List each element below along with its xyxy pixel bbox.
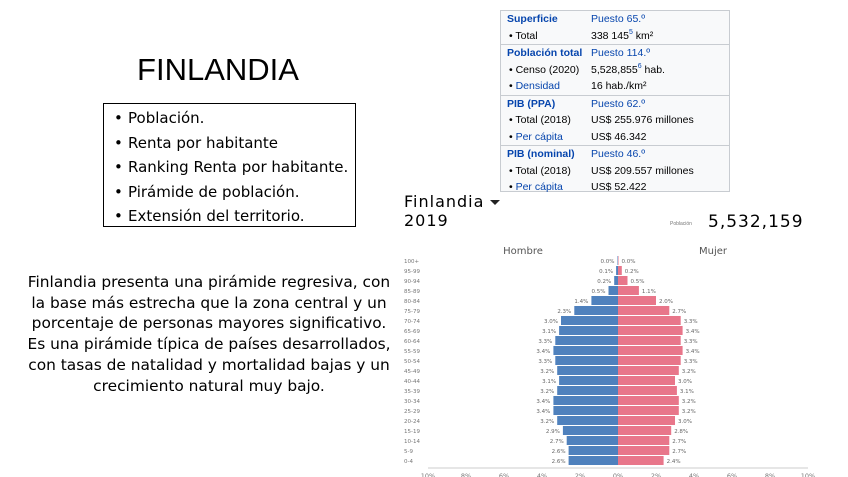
densidad-label[interactable]: • Densidad [509,80,560,92]
pib-ppa-label[interactable]: PIB (PPA) [507,97,556,110]
male-bar-label: 3.2% [540,369,555,375]
male-bar-label: 3.0% [544,319,558,325]
male-bar-label: 3.4% [536,349,551,355]
male-bar-label: 2.3% [557,309,572,315]
topics-box [103,103,356,227]
male-bar [555,336,618,345]
country-infobox [500,10,730,192]
x-tick-label: 8% [460,472,472,477]
female-bar-label: 3.2% [681,409,696,415]
female-bar [618,266,622,275]
x-tick-label: 8% [764,472,776,477]
male-bar [616,266,618,275]
legend-female-label: Mujer [698,246,728,257]
female-bar [618,406,679,415]
female-bar-label: 2.4% [666,459,681,465]
female-bar-label: 2.7% [672,449,687,455]
male-bar-label: 2.6% [551,449,566,455]
age-group-label: 0-4 [404,459,413,465]
female-bar-label: 3.2% [681,369,696,375]
male-bar [569,446,618,455]
male-bar [557,366,618,375]
female-bar [618,376,675,385]
topics-list [104,106,355,229]
female-bar [618,256,619,265]
male-bar-label: 3.4% [536,409,551,415]
male-bar-label: 3.1% [542,379,557,385]
female-bar-label: 0.2% [624,269,639,275]
male-bar-label: 3.1% [542,329,557,335]
female-bar [618,456,664,465]
female-bar [618,366,679,375]
female-bar [618,286,639,295]
male-bar [553,346,618,355]
age-group-label: 65-69 [404,329,420,335]
pib-nominal-label[interactable]: PIB (nominal) [507,148,575,160]
female-bar-label: 3.3% [683,359,698,365]
female-bar-label: 3.3% [683,339,698,345]
infobox-poblacion [501,44,729,95]
female-bar [618,336,681,345]
pib-ppa-total-label: • Total (2018) [509,114,571,126]
male-bar-label: 3.4% [536,399,551,405]
male-bar-label: 2.6% [551,459,566,465]
pib-nominal-pc-value: US$ 52.422 [591,181,647,193]
male-bar [618,256,619,265]
superficie-label[interactable]: Superficie [507,13,558,25]
female-bar-label: 1.1% [641,289,656,295]
pib-nominal-total-value: US$ 209.557 millones [591,164,694,177]
male-bar [553,406,618,415]
age-group-label: 80-84 [404,299,420,305]
male-bar-label: 0.1% [599,269,614,275]
country-selector[interactable] [404,192,500,211]
age-group-label: 60-64 [404,339,420,345]
female-bar-label: 0.5% [630,279,645,285]
female-bar-label: 3.0% [678,419,692,425]
male-bar-label: 0.2% [597,279,612,285]
age-group-label: 5-9 [404,449,413,455]
topic-item: • Ranking Renta por habitante. [128,155,355,180]
x-tick-label: 4% [688,472,700,477]
female-bar-label: 3.2% [681,399,696,405]
male-bar [567,436,618,445]
male-bar [609,286,619,295]
slide-title: FINLANDIA [137,52,299,87]
censo-value: 5,528,855$^6$ hab. [591,62,665,76]
age-group-label: 45-49 [404,369,420,375]
female-bar [618,426,671,435]
age-group-label: 30-34 [404,399,420,405]
age-group-label: 75-79 [404,309,420,315]
year-label: 2019 [404,211,449,230]
age-group-label: 40-44 [404,379,420,385]
female-bar [618,386,677,395]
country-name: Finlandia [404,192,485,211]
x-tick-label: 6% [726,472,738,477]
x-tick-label: 0% [612,472,624,477]
male-bar-label: 2.7% [549,439,564,445]
female-bar-label: 2.7% [672,309,687,315]
male-bar [553,396,618,405]
x-tick-label: 10% [420,472,436,477]
chevron-down-icon[interactable] [490,200,500,205]
male-bar [574,306,618,315]
female-bar [618,316,681,325]
x-tick-label: 2% [650,472,662,477]
male-bar-label: 2.9% [545,429,560,435]
female-bar [618,296,656,305]
female-bar-label: 3.3% [683,319,698,325]
female-bar-label: 0.0% [621,259,636,265]
male-bar [557,386,618,395]
female-bar [618,436,669,445]
male-bar-label: 0.5% [591,289,606,295]
x-tick-label: 10% [800,472,816,477]
age-group-label: 100+ [404,259,420,265]
x-tick-label: 4% [536,472,548,477]
legend-male-label: Hombre [503,246,543,257]
superficie-total-label: • Total [509,29,538,42]
pib-ppa-pc-value: US$ 46.342 [591,130,647,143]
age-group-label: 95-99 [404,269,420,275]
male-bar [557,416,618,425]
male-bar-label: 3.3% [538,359,553,365]
female-bar-label: 2.8% [674,429,689,435]
male-bar [555,356,618,365]
superficie-rank[interactable]: Puesto 65.º [591,13,646,25]
topic-item: • Pirámide de población. [128,180,355,205]
topic-item: • Población. [128,106,355,131]
pyramid-description: Finlandia presenta una pirámide regresiva, con la base más estrecha que la zona central y un porcentaje de personas mayores significativo. Es una pirámide típica de países desarrollados, con tasas de natalidad y mortalidad bajas y un crecimiento natural muy bajo. [27,273,391,395]
male-bar-label: 3.2% [540,419,555,425]
topic-item: • Renta por habitante [128,131,355,156]
female-bar [618,346,683,355]
age-group-label: 50-54 [404,359,420,365]
population-label: Población [670,221,692,227]
male-bar [569,456,618,465]
infobox-pib-ppa [501,95,729,146]
infobox-superficie [501,11,729,44]
female-bar [618,416,675,425]
female-bar [618,306,669,315]
male-bar [591,296,618,305]
female-bar [618,396,679,405]
pib-ppa-rank[interactable]: Puesto 62.º [591,97,646,110]
age-group-label: 10-14 [404,439,420,445]
male-bar [559,326,618,335]
age-group-label: 20-24 [404,419,420,425]
pib-nominal-pc-label[interactable]: • Per cápita [509,181,563,193]
infobox-pib-nominal [501,145,729,196]
population-pyramid-chart [400,242,820,477]
censo-label: • Censo (2020) [509,63,580,76]
age-group-label: 70-74 [404,319,420,325]
x-tick-label: 2% [574,472,586,477]
age-group-label: 90-94 [404,279,420,285]
age-group-label: 55-59 [404,349,420,355]
poblacion-rank[interactable]: Puesto 114.º [591,47,651,59]
female-bar-label: 3.0% [678,379,692,385]
male-bar-label: 3.3% [538,339,553,345]
female-bar-label: 3.1% [679,389,694,395]
age-group-label: 85-89 [404,289,420,295]
male-bar-label: 0.0% [600,259,615,265]
female-bar [618,326,683,335]
pib-ppa-pc-label[interactable]: • Per cápita [509,130,563,143]
pib-nominal-total-label: • Total (2018) [509,164,571,177]
topic-item: • Extensión del territorio. [128,204,355,229]
male-bar [559,376,618,385]
age-group-label: 15-19 [404,429,420,435]
female-bar-label: 3.4% [685,349,700,355]
male-bar [563,426,618,435]
male-bar [561,316,618,325]
population-value: 5,532,159 [708,212,804,232]
male-bar-label: 1.4% [574,299,589,305]
densidad-value: 16 hab./km² [591,80,647,92]
female-bar [618,446,669,455]
female-bar-label: 3.4% [685,329,700,335]
female-bar-label: 2.7% [672,439,687,445]
female-bar-label: 2.0% [659,299,673,305]
age-group-label: 25-29 [404,409,420,415]
female-bar [618,276,628,285]
age-group-label: 35-39 [404,389,420,395]
poblacion-label[interactable]: Población total [507,47,583,59]
x-tick-label: 6% [498,472,510,477]
male-bar-label: 3.2% [540,389,555,395]
female-bar [618,356,681,365]
male-bar [614,276,618,285]
pib-ppa-total-value: US$ 255.976 millones [591,114,694,126]
pib-nominal-rank[interactable]: Puesto 46.º [591,148,646,160]
superficie-total-value: 338 $145^5$ km² [591,28,654,42]
